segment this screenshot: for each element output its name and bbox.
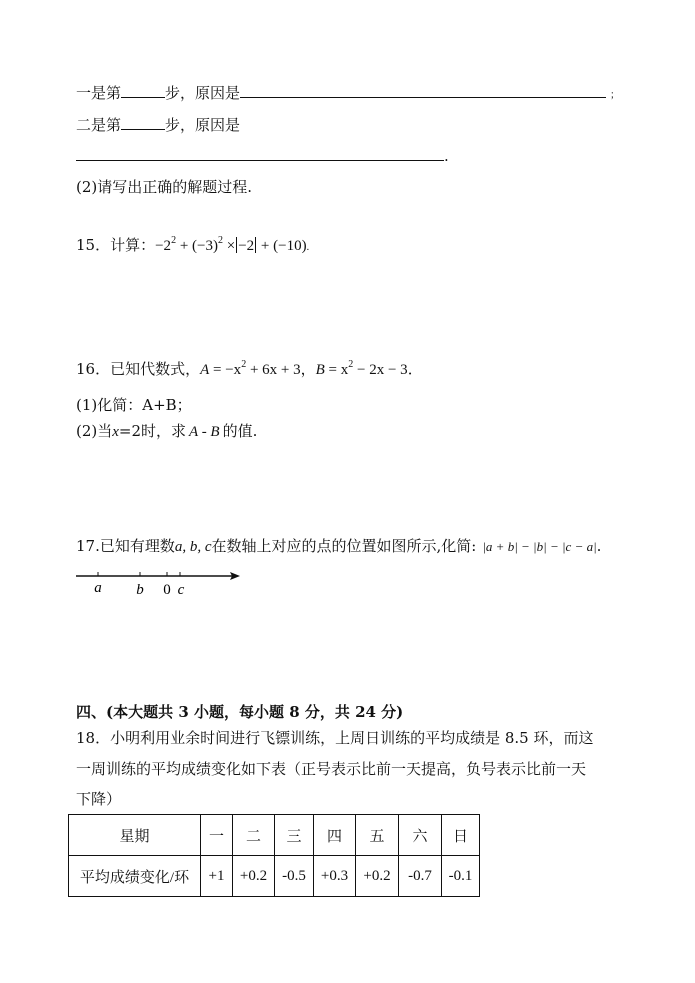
- table-cell: -0.5: [275, 856, 314, 897]
- table-header-cell: 一: [201, 815, 233, 856]
- q16-part1: (1)化简：A+B；: [76, 396, 192, 414]
- table-cell: +1: [201, 856, 233, 897]
- q18-line-3: 下降）: [76, 790, 122, 808]
- table-header-cell: 二: [233, 815, 275, 856]
- table-header-cell: 星期: [69, 815, 201, 856]
- label-zero: 0: [163, 582, 171, 598]
- answer-line-3: .: [76, 146, 449, 165]
- q15-expression: $-2^2 + (-3)^2 \times -2 + (-10)$.: [155, 235, 310, 254]
- score-table: [68, 814, 480, 897]
- reason-blank-2[interactable]: [76, 146, 444, 161]
- section-4-heading: 四、(本大题共 3 小题，每小题 8 分，共 24 分): [76, 703, 404, 721]
- step-blank-1[interactable]: [121, 83, 165, 98]
- table-cell: -0.7: [399, 856, 442, 897]
- table-cell: +0.3: [314, 856, 356, 897]
- table-cell: +0.2: [356, 856, 399, 897]
- q14-part2: (2)请写出正确的解题过程.: [76, 178, 253, 196]
- table-header-cell: 六: [399, 815, 442, 856]
- table-row: [69, 856, 480, 897]
- table-row: [69, 815, 480, 856]
- label-a: a: [94, 580, 102, 596]
- question-17: 17.已知有理数a, b, c在数轴上对应的点的位置如图所示,化简: |a + b| − |b| − |c − a|.: [76, 537, 602, 555]
- table-header-cell: 四: [314, 815, 356, 856]
- q16-part2: (2)当x=2时，求 A - B 的值.: [76, 422, 258, 440]
- answer-line-2: 二是第 步，原因是: [76, 116, 241, 134]
- question-16: 16．已知代数式，$A = -x^2 + 6x + 3$，$B = x^2 - 2x - 3$．: [76, 359, 423, 378]
- table-header-cell: 日: [442, 815, 480, 856]
- q16-expression: $A = -x^2 + 6x + 3$: [200, 359, 301, 378]
- table-cell: 平均成绩变化/环: [69, 856, 201, 897]
- reason-blank-1[interactable]: [240, 83, 606, 98]
- q18-line-1: 18．小明利用业余时间进行飞镖训练，上周日训练的平均成绩是 8.5 环，而这: [76, 729, 594, 747]
- q18-line-2: 一周训练的平均成绩变化如下表（正号表示比前一天提高，负号表示比前一天: [76, 760, 587, 778]
- label-c: c: [177, 582, 185, 598]
- question-15: 15．计算：$-2^2 + (-3)^2 \times -2 + (-10)$.: [76, 235, 310, 254]
- table-header-cell: 五: [356, 815, 399, 856]
- number-line-diagram: [74, 566, 249, 600]
- answer-line-1: 一是第 步，原因是 ；: [76, 84, 621, 102]
- table-header-cell: 三: [275, 815, 314, 856]
- table-cell: +0.2: [233, 856, 275, 897]
- step-blank-2[interactable]: [121, 115, 165, 130]
- table-cell: -0.1: [442, 856, 480, 897]
- label-b: b: [136, 582, 144, 598]
